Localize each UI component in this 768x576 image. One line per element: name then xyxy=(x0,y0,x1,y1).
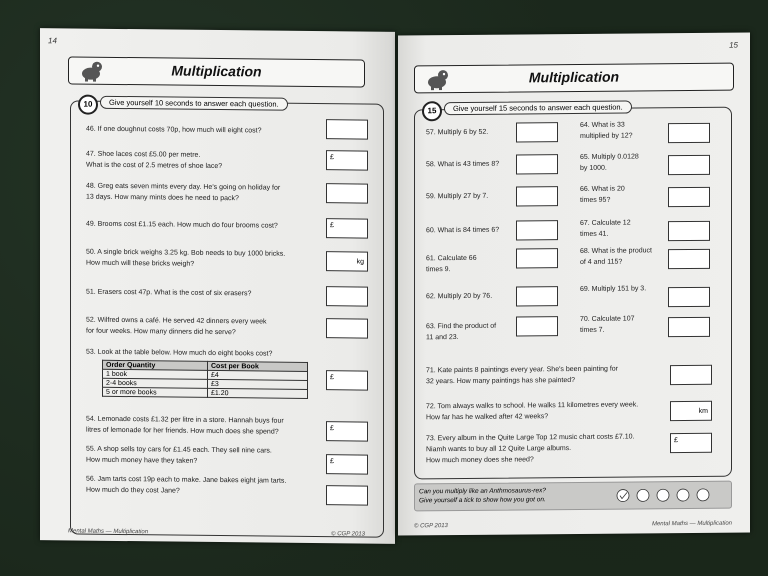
question-text: 61. Calculate 66 times 9. xyxy=(426,254,477,274)
currency-prefix: £ xyxy=(330,222,334,230)
unit-suffix: km xyxy=(698,407,708,415)
question-text: 60. What is 84 times 6? xyxy=(426,226,500,235)
question-text: 69. Multiply 151 by 3. xyxy=(580,285,647,293)
instruction-label: Give yourself 10 seconds to answer each question. xyxy=(100,96,288,111)
table-header: Cost per Book xyxy=(208,361,308,371)
timer-icon: 15 xyxy=(422,101,442,121)
currency-prefix: £ xyxy=(330,458,334,466)
instruction-label: Give yourself 15 seconds to answer each question. xyxy=(444,100,632,115)
answer-box[interactable] xyxy=(670,433,712,453)
question-text: 54. Lemonade costs £1.32 per litre in a store. Hannah buys four litres of lemonade for her friends. How much does she spend? xyxy=(86,415,284,436)
answer-box[interactable] xyxy=(516,186,558,206)
footer-right: Mental Maths — Multiplication xyxy=(651,520,732,528)
question-text: 68. What is the product of 4 and 115? xyxy=(580,247,652,266)
table-cell: 1 book xyxy=(103,369,208,379)
answer-box[interactable] xyxy=(668,187,710,207)
answer-box[interactable] xyxy=(670,401,712,421)
title-bar xyxy=(414,63,734,94)
title-bar xyxy=(68,56,365,87)
answer-box[interactable] xyxy=(516,316,558,336)
page-number: 14 xyxy=(48,36,57,46)
footer-copyright: © CGP 2013 xyxy=(331,531,365,538)
answer-box[interactable] xyxy=(668,249,710,269)
answer-box[interactable] xyxy=(326,454,368,474)
answer-box[interactable] xyxy=(516,220,558,240)
answer-box[interactable] xyxy=(668,221,710,241)
answer-box[interactable] xyxy=(668,317,710,337)
left-page xyxy=(40,28,395,544)
answer-box[interactable] xyxy=(326,370,368,390)
question-text: 70. Calculate 107 times 7. xyxy=(580,315,635,334)
answer-box[interactable] xyxy=(516,248,558,268)
question-text: 63. Find the product of 11 and 23. xyxy=(426,322,497,342)
answer-box[interactable] xyxy=(326,421,368,441)
table-cell: £1.20 xyxy=(208,388,308,398)
question-text: 56. Jam tarts cost 19p each to make. Jane bakes eight jam tarts. How much do they cost Jane? xyxy=(86,475,287,495)
question-text: 52. Wilfred owns a café. He served 42 dinners every week for four weeks. How many dinners did he serve? xyxy=(86,316,267,337)
question-text: 73. Every album in the Quite Large Top 12 music chart costs £7.10. Niamh wants to buy all 12 Quite Large albums. How much money does she need? xyxy=(426,433,635,465)
question-text: 46. If one doughnut costs 70p, how much will eight cost? xyxy=(86,125,262,135)
question-text: 57. Multiply 6 by 52. xyxy=(426,128,489,137)
tick-prompt: Can you multiply like an Anthmosaurus-rex? Give yourself a tick to show how you got on. xyxy=(419,487,546,505)
answer-box[interactable] xyxy=(668,155,710,175)
question-text: 55. A shop sells toy cars for £1.45 each. They sell nine cars. How much money have they taken? xyxy=(86,445,272,465)
answer-box[interactable] xyxy=(326,150,368,170)
question-text: 51. Erasers cost 47p. What is the cost of six erasers? xyxy=(86,288,252,298)
right-page xyxy=(398,32,750,535)
footer-copyright: © CGP 2013 xyxy=(414,523,448,530)
answer-box[interactable] xyxy=(668,287,710,307)
question-text: 48. Greg eats seven mints every day. He's going on holiday for 13 days. How many mints does he need to pack? xyxy=(86,182,281,203)
question-text: 47. Shoe laces cost £5.00 per metre. What is the cost of 2.5 metres of shoe lace? xyxy=(86,150,223,171)
answer-box[interactable] xyxy=(326,119,368,139)
answer-box[interactable] xyxy=(326,183,368,203)
answer-box[interactable] xyxy=(516,286,558,306)
question-text: 72. Tom always walks to school. He walks 11 kilometres every week. How far has he walked after 42 weeks? xyxy=(426,401,639,422)
answer-box[interactable] xyxy=(326,218,368,238)
question-text: 62. Multiply 20 by 76. xyxy=(426,292,493,301)
table-row xyxy=(103,387,308,398)
answer-box[interactable] xyxy=(326,251,368,271)
answer-box[interactable] xyxy=(326,286,368,306)
table-cell: £4 xyxy=(208,370,308,380)
answer-box[interactable] xyxy=(668,123,710,143)
answer-box[interactable] xyxy=(326,318,368,338)
footer-left: Mental Maths — Multiplication xyxy=(68,528,149,536)
table-cell: £3 xyxy=(208,379,308,389)
price-table xyxy=(102,360,308,399)
table-cell: 5 or more books xyxy=(103,387,208,397)
page-title: Multiplication xyxy=(528,68,620,86)
question-text: 67. Calculate 12 times 41. xyxy=(580,219,631,238)
question-text: 64. What is 33 multiplied by 12? xyxy=(580,121,633,140)
question-text: 58. What is 43 times 8? xyxy=(426,160,500,169)
question-text: 66. What is 20 times 95? xyxy=(580,185,625,204)
question-text: 53. Look at the table below. How much do eight books cost? xyxy=(86,348,273,358)
table-header: Order Quantity xyxy=(103,360,208,370)
currency-prefix: £ xyxy=(674,437,678,445)
question-text: 65. Multiply 0.0128 by 1000. xyxy=(580,153,639,172)
self-assessment-banner xyxy=(414,481,732,512)
currency-prefix: £ xyxy=(330,425,334,433)
timer-icon: 10 xyxy=(78,95,98,115)
answer-box[interactable] xyxy=(326,485,368,505)
question-text: 49. Brooms cost £1.15 each. How much do four brooms cost? xyxy=(86,220,278,230)
currency-prefix: £ xyxy=(330,374,334,382)
table-cell: 2-4 books xyxy=(103,378,208,388)
answer-box[interactable] xyxy=(516,154,558,174)
question-text: 59. Multiply 27 by 7. xyxy=(426,192,489,201)
answer-box[interactable] xyxy=(516,122,558,142)
question-text: 71. Kate paints 8 paintings every year. She's been painting for 32 years. How many paintings has she painted? xyxy=(426,365,619,386)
answer-box[interactable] xyxy=(670,365,712,385)
unit-suffix: kg xyxy=(356,258,364,266)
question-text: 50. A single brick weighs 3.25 kg. Bob needs to buy 1000 bricks. How much will these bricks weigh? xyxy=(86,248,286,268)
page-title: Multiplication xyxy=(171,62,262,80)
page-number: 15 xyxy=(729,40,738,50)
currency-prefix: £ xyxy=(330,154,334,162)
tick-rating-icons[interactable] xyxy=(615,487,725,504)
